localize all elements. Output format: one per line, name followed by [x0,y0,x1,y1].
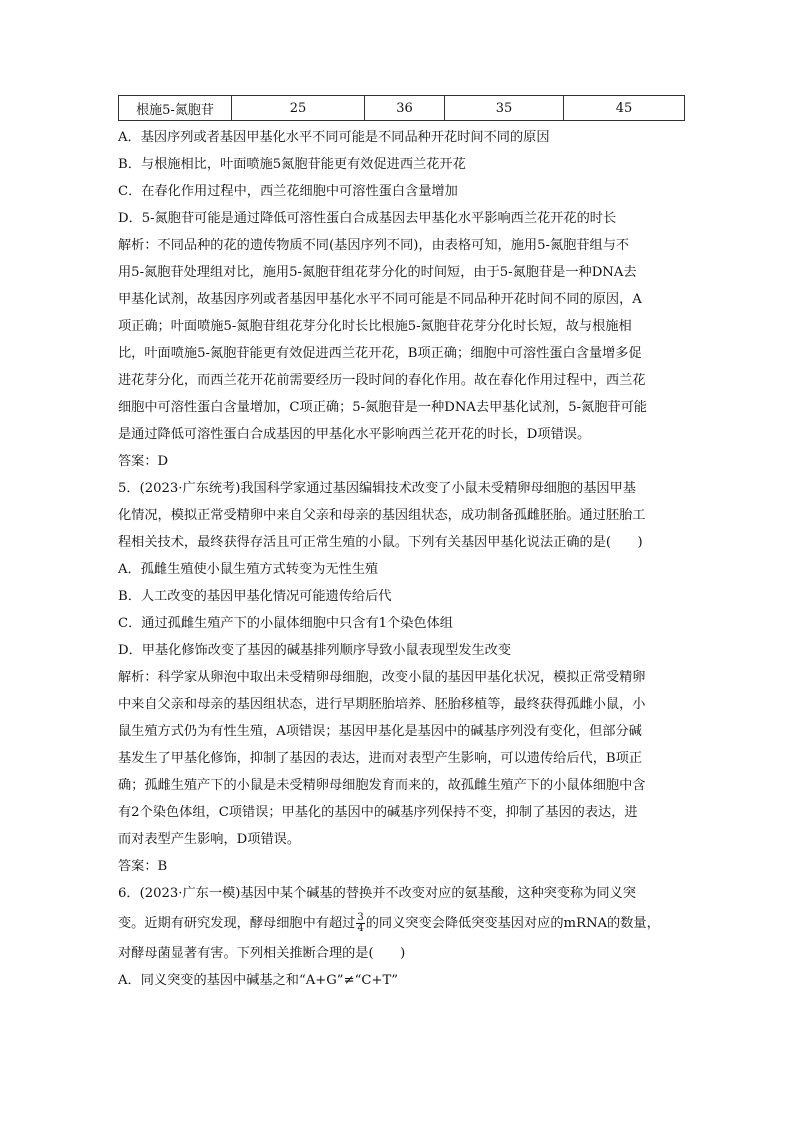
answer-line: 答案：B [118,859,168,874]
text-line: D．5-氮胞苷可能是通过降低可溶性蛋白合成基因去甲基化水平影响西兰花开花的时长 [118,211,617,226]
table-row [119,96,685,121]
table-cell: 36 [365,96,445,121]
option-line: B．人工改变的基因甲基化情况可能遗传给后代 [118,589,392,604]
text-line: 程相关技术，最终获得存活且可正常生殖的小鼠。下列有关基因甲基化说法正确的是( ) [118,535,643,550]
fraction-line-after: 的同义突变会降低突变基因对应的mRNA的数量， [365,916,660,931]
text-line: 甲基化试剂，故基因序列或者基因甲基化水平不同可能是不同品种开花时间不同的原因，A [118,292,642,307]
text-line: B．与根施相比，叶面喷施5氮胞苷能更有效促进西兰花开花 [118,157,466,172]
text-line: 有2个染色体组，C项错误；甲基化的基因中的碱基序列保持不变，抑制了基因的表达，进 [118,805,638,820]
fraction-line [118,907,686,940]
text-line: 鼠生殖方式仍为有性生殖，A项错误；基因甲基化是基因中的碱基序列没有变化，但部分碱 [118,724,642,739]
text-line: 是通过降低可溶性蛋白合成基因的甲基化水平影响西兰花开花的时长，D项错误。 [118,427,591,442]
option-line: C．通过孤雌生殖产下的小鼠体细胞中只含有1个染色体组 [118,616,453,631]
text-line: 对酵母菌显著有害。下列相关推断合理的是( ) [118,946,406,961]
table-cell: 根施5-氮胞苷 [119,96,232,121]
option-line: A．同义突变的基因中碱基之和“A+G”≠“C+T” [118,973,399,988]
text-line: C．在春化作用过程中，西兰花细胞中可溶性蛋白含量增加 [118,184,458,199]
question-line: 6．(2023·广东一模)基因中某个碱基的替换并不改变对应的氨基酸，这种突变称为同义突 [118,886,636,901]
text-line: 解析：科学家从卵泡中取出未受精卵母细胞，改变小鼠的基因甲基化状况，模拟正常受精卵 [118,670,646,685]
text-line: 项正确；叶面喷施5-氮胞苷组花芽分化时长比根施5-氮胞苷花芽分化时长短，故与根施相 [118,319,632,334]
text-line: 用5-氮胞苷处理组对比，施用5-氮胞苷组花芽分化的时间短，由于5-氮胞苷是一种DNA去 [118,265,637,280]
text-line: 细胞中可溶性蛋白含量增加，C项正确；5-氮胞苷是一种DNA去甲基化试剂，5-氮胞苷可能 [118,400,647,415]
fraction [356,913,364,934]
option-line: A．孤雌生殖使小鼠生殖方式转变为无性生殖 [118,562,379,577]
text-line: 中来自父亲和母亲的基因组状态，进行早期胚胎培养、胚胎移植等，最终获得孤雌小鼠，小 [118,697,646,712]
text-line: 基发生了甲基化修饰，抑制了基因的表达，进而对表型产生影响，可以遗传给后代，B项正 [118,751,642,766]
text-line: 而对表型产生影响，D项错误。 [118,832,301,847]
data-table [118,95,685,121]
table-cell: 45 [564,96,685,121]
text-line: 化情况，模拟正常受精卵中来自父亲和母亲的基因组状态，成功制备孤雌胚胎。通过胚胎工 [118,508,646,523]
option-line: D．甲基化修饰改变了基因的碱基排列顺序导致小鼠表现型发生改变 [118,643,512,658]
text-body [118,124,686,994]
table-cell: 25 [232,96,365,121]
text-line: 比，叶面喷施5-氮胞苷能更有效促进西兰花开花，B项正确；细胞中可溶性蛋白含量增多促 [118,346,642,361]
fraction-line-before: 变。近期有研究发现，酵母细胞中有超过 [118,916,356,931]
table-cell: 35 [445,96,564,121]
fraction-denominator: 4 [357,923,364,934]
text-line: A．基因序列或者基因甲基化水平不同可能是不同品种开花时间不同的原因 [118,130,550,145]
answer-line: 答案：D [118,454,169,469]
question-line: 5．(2023·广东统考)我国科学家通过基因编辑技术改变了小鼠未受精卵母细胞的基因甲基 [118,481,636,496]
text-line: 解析：不同品种的花的遗传物质不同(基因序列不同)，由表格可知，施用5-氮胞苷组与不 [118,238,630,253]
fraction-numerator: 3 [357,912,364,923]
text-line: 进花芽分化，而西兰花开花前需要经历一段时间的春化作用。故在春化作用过程中，西兰花 [118,373,646,388]
text-line: 确；孤雌生殖产下的小鼠是未受精卵母细胞发育而来的，故孤雌生殖产下的小鼠体细胞中含 [118,778,646,793]
